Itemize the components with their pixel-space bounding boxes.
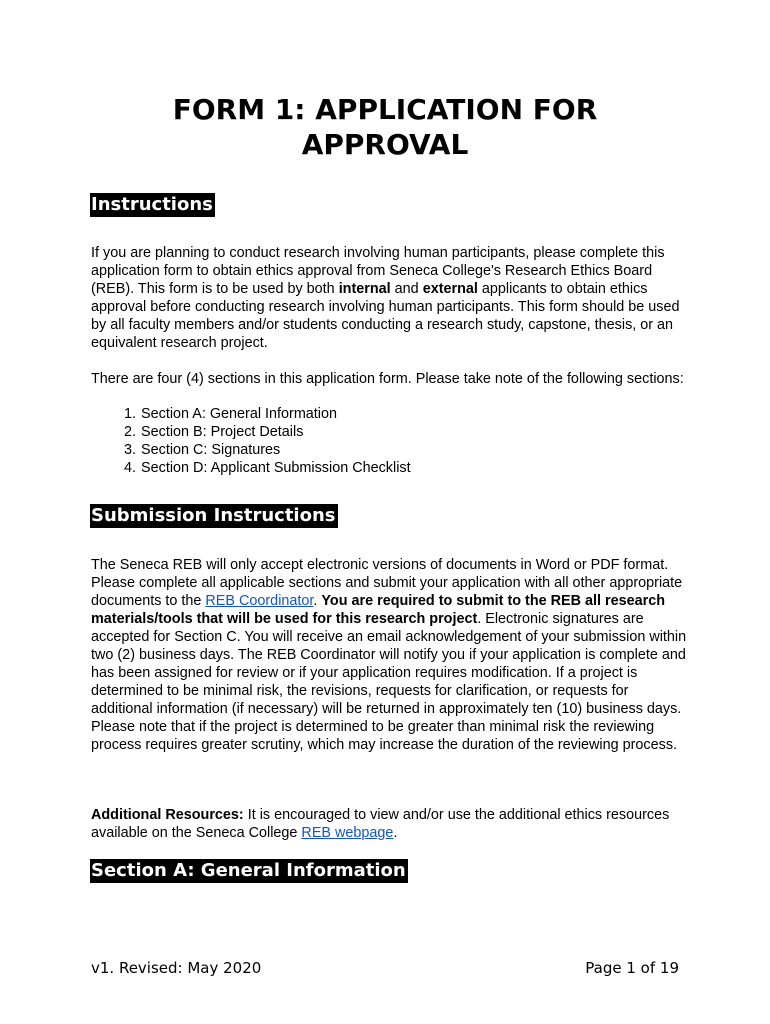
form-title [0, 92, 770, 162]
sections-list [91, 405, 691, 477]
footer-page-number: Page 1 of 19 [585, 959, 679, 977]
form-title-line-2: APPROVAL [301, 128, 469, 161]
list-item: 2. Section B: Project Details [123, 424, 304, 440]
list-item: 4. Section D: Applicant Submission Checklist [123, 460, 411, 476]
form-title-line-1: FORM 1: APPLICATION FOR [172, 93, 598, 126]
reb-coordinator-link[interactable]: REB Coordinator [205, 593, 314, 609]
additional-resources-paragraph: Additional Resources: It is encouraged to view and/or use the additional ethics resources available on the Seneca College REB webpage. [91, 807, 670, 841]
list-item: 3. Section C: Signatures [123, 442, 281, 458]
section-a-heading: Section A: General Information [91, 860, 406, 881]
instructions-heading: Instructions [91, 194, 213, 215]
sections-intro-paragraph: There are four (4) sections in this application form. Please take note of the following sections: [91, 371, 684, 387]
footer-version: v1. Revised: May 2020 [91, 959, 262, 977]
submission-paragraph: The Seneca REB will only accept electronic versions of documents in Word or PDF format. Please complete all applicable sections and submit your application with all other appropriate documents to the REB Coordinator. You are required to submit to the REB all research materials/tools that will be used for this research project. Electronic signatures are accepted for Section C. You will receive an email acknowledgement of your submission within two (2) business days. The REB Coordinator will notify you if your application is complete and has been assigned for review or if your application requires modification. If a project is determined to be minimal risk, the revisions, requests for clarification, or requests for additional information (if necessary) will be returned in approximately ten (10) business days. Please note that if the project is determined to be greater than minimal risk the reviewing process requires greater scrutiny, which may increase the duration of the reviewing process. [91, 557, 687, 753]
instructions-paragraph: If you are planning to conduct research involving human participants, please complete this application form to obtain ethics approval from Seneca College's Research Ethics Board (REB). This form is to be used by both internal and external applicants to obtain ethics approval before conducting research involving human participants. This form should be used by all faculty members and/or students conducting a research study, capstone, thesis, or an equivalent research project. [91, 245, 680, 351]
list-item: 1. Section A: General Information [123, 406, 338, 422]
reb-webpage-link[interactable]: REB webpage [301, 825, 394, 841]
submission-instructions-heading: Submission Instructions [91, 505, 336, 526]
